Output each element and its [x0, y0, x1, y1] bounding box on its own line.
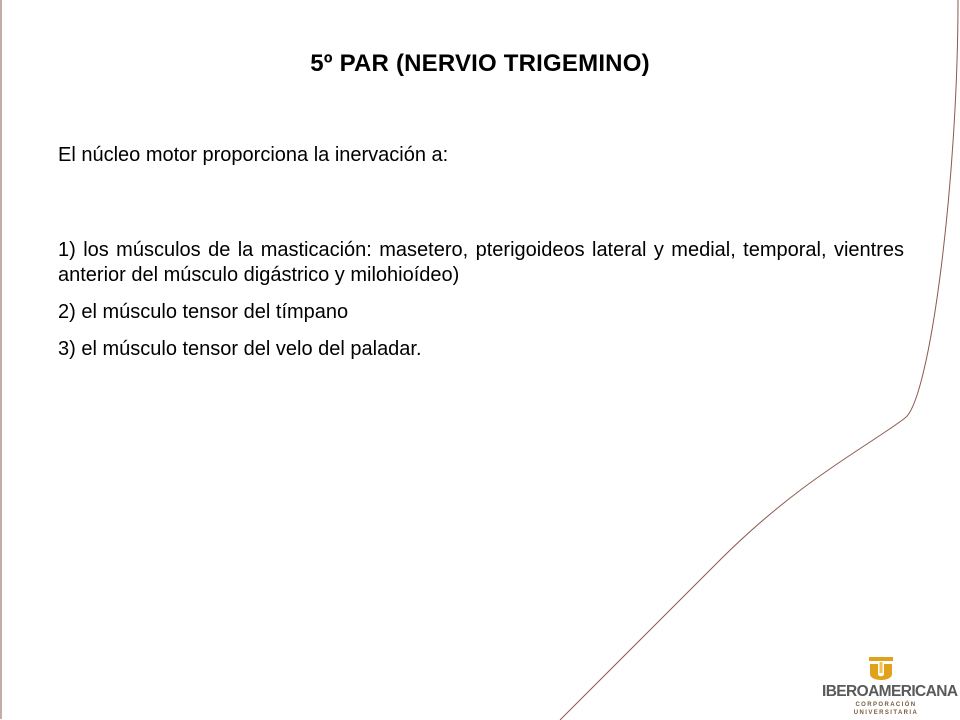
logo-name: IBEROAMERICANA: [822, 683, 958, 700]
list-item: 3) el músculo tensor del velo del paladar.: [58, 338, 422, 360]
slide-title: 5º PAR (NERVIO TRIGEMINO): [310, 50, 650, 77]
list-item: 2) el músculo tensor del tímpano: [58, 301, 349, 323]
university-logo: [822, 656, 958, 716]
logo-subtitle: CORPORACIÓN UNIVERSITARIA: [853, 702, 919, 716]
list-item: 1) los músculos de la masticación: masetero, pterigoideos lateral y medial, temporal, vientres anterior del músculo digástrico y milohioídeo): [58, 239, 904, 286]
intro-text: El núcleo motor proporciona la inervación a:: [58, 144, 449, 166]
slide-body: [58, 143, 904, 374]
university-shield-icon: [868, 656, 894, 684]
